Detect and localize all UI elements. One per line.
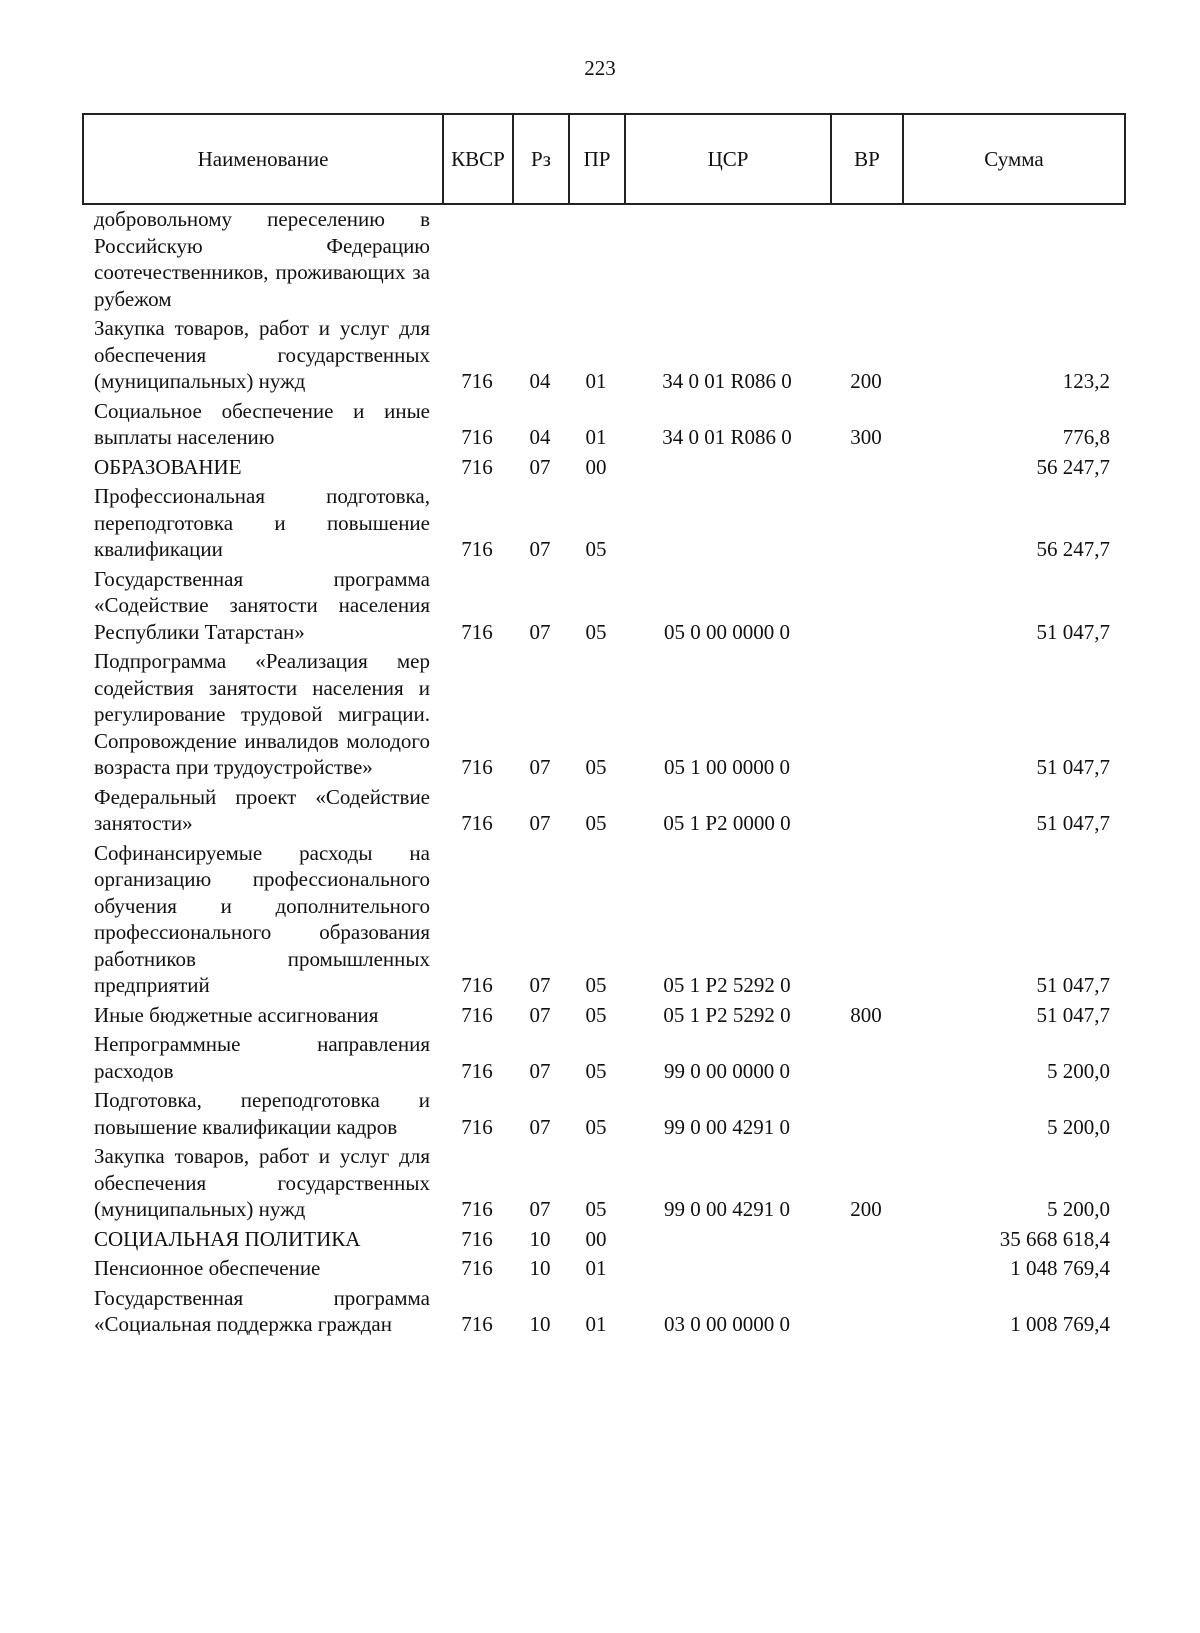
cell-pr: 05 bbox=[585, 537, 607, 561]
cell-rz: 07 bbox=[529, 811, 551, 835]
cell-vr bbox=[830, 1225, 902, 1255]
cell-kvsr: 716 bbox=[461, 454, 493, 479]
cell-kvsr: 716 bbox=[461, 1226, 493, 1251]
cell-csr bbox=[624, 453, 830, 483]
cell-name: Закупка товаров, работ и услуг для обеспечения государственных (муниципальных) нужд bbox=[94, 316, 430, 393]
cell-rz: 04 bbox=[529, 369, 551, 393]
cell-csr bbox=[624, 1254, 830, 1284]
cell-pr: 05 bbox=[585, 1058, 607, 1083]
table-row bbox=[82, 565, 1124, 648]
cell-name: Пенсионное обеспечение bbox=[94, 1256, 321, 1280]
cell-csr bbox=[624, 482, 830, 565]
cell-rz: 10 bbox=[529, 1226, 551, 1251]
cell-rz: 07 bbox=[529, 1114, 551, 1139]
column-header-vr: ВР bbox=[831, 114, 903, 204]
table-row bbox=[82, 397, 1124, 453]
cell-rz: 07 bbox=[529, 537, 551, 561]
table-row bbox=[82, 1142, 1124, 1225]
cell-rz: 10 bbox=[529, 1312, 551, 1336]
cell-rz: 07 bbox=[529, 755, 551, 779]
cell-vr bbox=[830, 1086, 902, 1142]
cell-csr: 05 1 P2 5292 0 bbox=[663, 973, 791, 997]
cell-pr: 01 bbox=[585, 1256, 607, 1280]
cell-rz: 07 bbox=[529, 1197, 551, 1221]
cell-sum: 56 247,7 bbox=[1036, 537, 1110, 561]
cell-pr: 05 bbox=[585, 1197, 607, 1221]
cell-sum: 56 247,7 bbox=[1036, 454, 1110, 479]
cell-sum: 5 200,0 bbox=[1047, 1058, 1110, 1083]
column-header-csr: ЦСР bbox=[625, 114, 831, 204]
cell-vr bbox=[830, 647, 902, 783]
cell-name: ОБРАЗОВАНИЕ bbox=[94, 454, 242, 479]
cell-pr: 00 bbox=[585, 454, 607, 479]
cell-name: Софинансируемые расходы на организацию профессионального обучения и дополнительного профессионального образования работников промышленных предприятий bbox=[94, 840, 430, 997]
cell-name: Социальное обеспечение и иные выплаты населению bbox=[94, 398, 430, 449]
cell-pr: 05 bbox=[585, 619, 607, 644]
table-row bbox=[82, 1254, 1124, 1284]
table-row bbox=[82, 783, 1124, 839]
cell-name: Подпрограмма «Реализация мер содействия занятости населения и регулирование трудовой миграции. Сопровождение инвалидов молодого возраста при трудоустройстве» bbox=[94, 649, 430, 779]
cell-rz: 07 bbox=[529, 454, 551, 479]
column-header-sum: Сумма bbox=[903, 114, 1125, 204]
cell-rz: 04 bbox=[529, 425, 551, 449]
cell-pr: 01 bbox=[585, 369, 607, 393]
cell-sum: 51 047,7 bbox=[1036, 811, 1110, 835]
cell-vr: 800 bbox=[850, 1002, 882, 1027]
cell-kvsr: 716 bbox=[461, 1002, 493, 1027]
cell-pr: 01 bbox=[585, 1312, 607, 1336]
cell-kvsr: 716 bbox=[461, 1312, 493, 1336]
cell-kvsr: 716 bbox=[461, 811, 493, 835]
cell-name: Непрограммные направления расходов bbox=[94, 1032, 430, 1083]
cell-sum: 5 200,0 bbox=[1047, 1114, 1110, 1139]
column-header-name: Наименование bbox=[83, 114, 443, 204]
cell-sum: 123,2 bbox=[1062, 369, 1110, 393]
cell-pr: 05 bbox=[585, 973, 607, 997]
cell-rz: 07 bbox=[529, 973, 551, 997]
cell-kvsr: 716 bbox=[461, 619, 493, 644]
table-row bbox=[82, 1284, 1124, 1340]
cell-pr: 01 bbox=[585, 425, 607, 449]
table-row bbox=[82, 482, 1124, 565]
cell-name: Федеральный проект «Содействие занятости» bbox=[94, 784, 430, 835]
cell-pr: 00 bbox=[585, 1226, 607, 1251]
table-row bbox=[82, 1086, 1124, 1142]
cell-vr bbox=[830, 1254, 902, 1284]
cell-vr bbox=[830, 783, 902, 839]
cell-vr bbox=[830, 453, 902, 483]
table-row bbox=[82, 453, 1124, 483]
cell-csr: 34 0 01 R086 0 bbox=[662, 369, 792, 393]
cell-vr: 200 bbox=[850, 369, 882, 393]
cell-kvsr: 716 bbox=[461, 973, 493, 997]
column-header-pr: ПР bbox=[569, 114, 625, 204]
cell-rz: 07 bbox=[529, 619, 551, 644]
cell-csr: 99 0 00 4291 0 bbox=[664, 1114, 790, 1139]
cell-sum: 51 047,7 bbox=[1036, 619, 1110, 644]
cell-rz: 07 bbox=[529, 1002, 551, 1027]
column-header-rz: Рз bbox=[513, 114, 569, 204]
cell-pr: 05 bbox=[585, 1114, 607, 1139]
cell-vr bbox=[830, 565, 902, 648]
cell-vr bbox=[830, 1030, 902, 1086]
cell-rz: 10 bbox=[529, 1256, 551, 1280]
table-header bbox=[82, 113, 1126, 205]
cell-sum: 35 668 618,4 bbox=[999, 1226, 1110, 1251]
table-row bbox=[82, 1030, 1124, 1086]
cell-vr: 300 bbox=[850, 425, 882, 449]
cell-pr bbox=[568, 205, 624, 314]
table-row bbox=[82, 839, 1124, 1001]
cell-sum: 1 008 769,4 bbox=[1010, 1312, 1110, 1336]
cell-pr: 05 bbox=[585, 1002, 607, 1027]
table-row bbox=[82, 1225, 1124, 1255]
table-row bbox=[82, 647, 1124, 783]
cell-name: Профессиональная подготовка, переподготовка и повышение квалификации bbox=[94, 484, 430, 561]
cell-csr: 05 1 P2 5292 0 bbox=[663, 1002, 791, 1027]
cell-kvsr: 716 bbox=[461, 1058, 493, 1083]
cell-sum: 776,8 bbox=[1062, 425, 1110, 449]
cell-vr: 200 bbox=[850, 1197, 882, 1221]
cell-pr: 05 bbox=[585, 755, 607, 779]
page-number: 223 bbox=[584, 56, 616, 80]
cell-rz bbox=[512, 205, 568, 314]
cell-kvsr: 716 bbox=[461, 1114, 493, 1139]
cell-kvsr: 716 bbox=[461, 425, 493, 449]
cell-vr bbox=[830, 482, 902, 565]
table-row bbox=[82, 1001, 1124, 1031]
cell-name: Иные бюджетные ассигнования bbox=[94, 1002, 379, 1027]
cell-kvsr: 716 bbox=[461, 755, 493, 779]
cell-sum: 51 047,7 bbox=[1036, 755, 1110, 779]
cell-csr: 05 1 00 0000 0 bbox=[664, 755, 790, 779]
cell-sum: 5 200,0 bbox=[1047, 1197, 1110, 1221]
cell-vr bbox=[830, 205, 902, 314]
cell-pr: 05 bbox=[585, 811, 607, 835]
cell-csr: 34 0 01 R086 0 bbox=[662, 425, 792, 449]
column-header-kvsr: КВСР bbox=[443, 114, 513, 204]
cell-kvsr bbox=[442, 205, 512, 314]
cell-csr bbox=[624, 205, 830, 314]
cell-name: Подготовка, переподготовка и повышение квалификации кадров bbox=[94, 1088, 430, 1139]
cell-csr bbox=[624, 1225, 830, 1255]
cell-vr bbox=[830, 839, 902, 1001]
cell-name: СОЦИАЛЬНАЯ ПОЛИТИКА bbox=[94, 1226, 361, 1251]
table-row bbox=[82, 205, 1124, 314]
cell-vr bbox=[830, 1284, 902, 1340]
cell-kvsr: 716 bbox=[461, 537, 493, 561]
cell-csr: 99 0 00 4291 0 bbox=[664, 1197, 790, 1221]
cell-sum: 1 048 769,4 bbox=[1010, 1256, 1110, 1280]
cell-name: добровольному переселению в Российскую Федерацию соотечественников, проживающих за рубежом bbox=[94, 207, 430, 311]
cell-kvsr: 716 bbox=[461, 1197, 493, 1221]
cell-csr: 03 0 00 0000 0 bbox=[664, 1312, 790, 1336]
cell-sum: 51 047,7 bbox=[1036, 973, 1110, 997]
cell-kvsr: 716 bbox=[461, 369, 493, 393]
table-row bbox=[82, 314, 1124, 397]
cell-csr: 05 0 00 0000 0 bbox=[664, 619, 790, 644]
cell-name: Государственная программа «Содействие занятости населения Республики Татарстан» bbox=[94, 566, 430, 644]
cell-sum: 51 047,7 bbox=[1036, 1002, 1110, 1027]
cell-csr: 05 1 P2 0000 0 bbox=[663, 811, 791, 835]
cell-rz: 07 bbox=[529, 1058, 551, 1083]
cell-sum bbox=[902, 205, 1124, 314]
budget-table bbox=[82, 205, 1124, 1340]
table-body bbox=[82, 205, 1124, 1340]
cell-name: Государственная программа «Социальная поддержка граждан bbox=[94, 1285, 430, 1336]
cell-kvsr: 716 bbox=[461, 1256, 493, 1280]
cell-csr: 99 0 00 0000 0 bbox=[664, 1058, 790, 1083]
cell-name: Закупка товаров, работ и услуг для обеспечения государственных (муниципальных) нужд bbox=[94, 1144, 430, 1221]
